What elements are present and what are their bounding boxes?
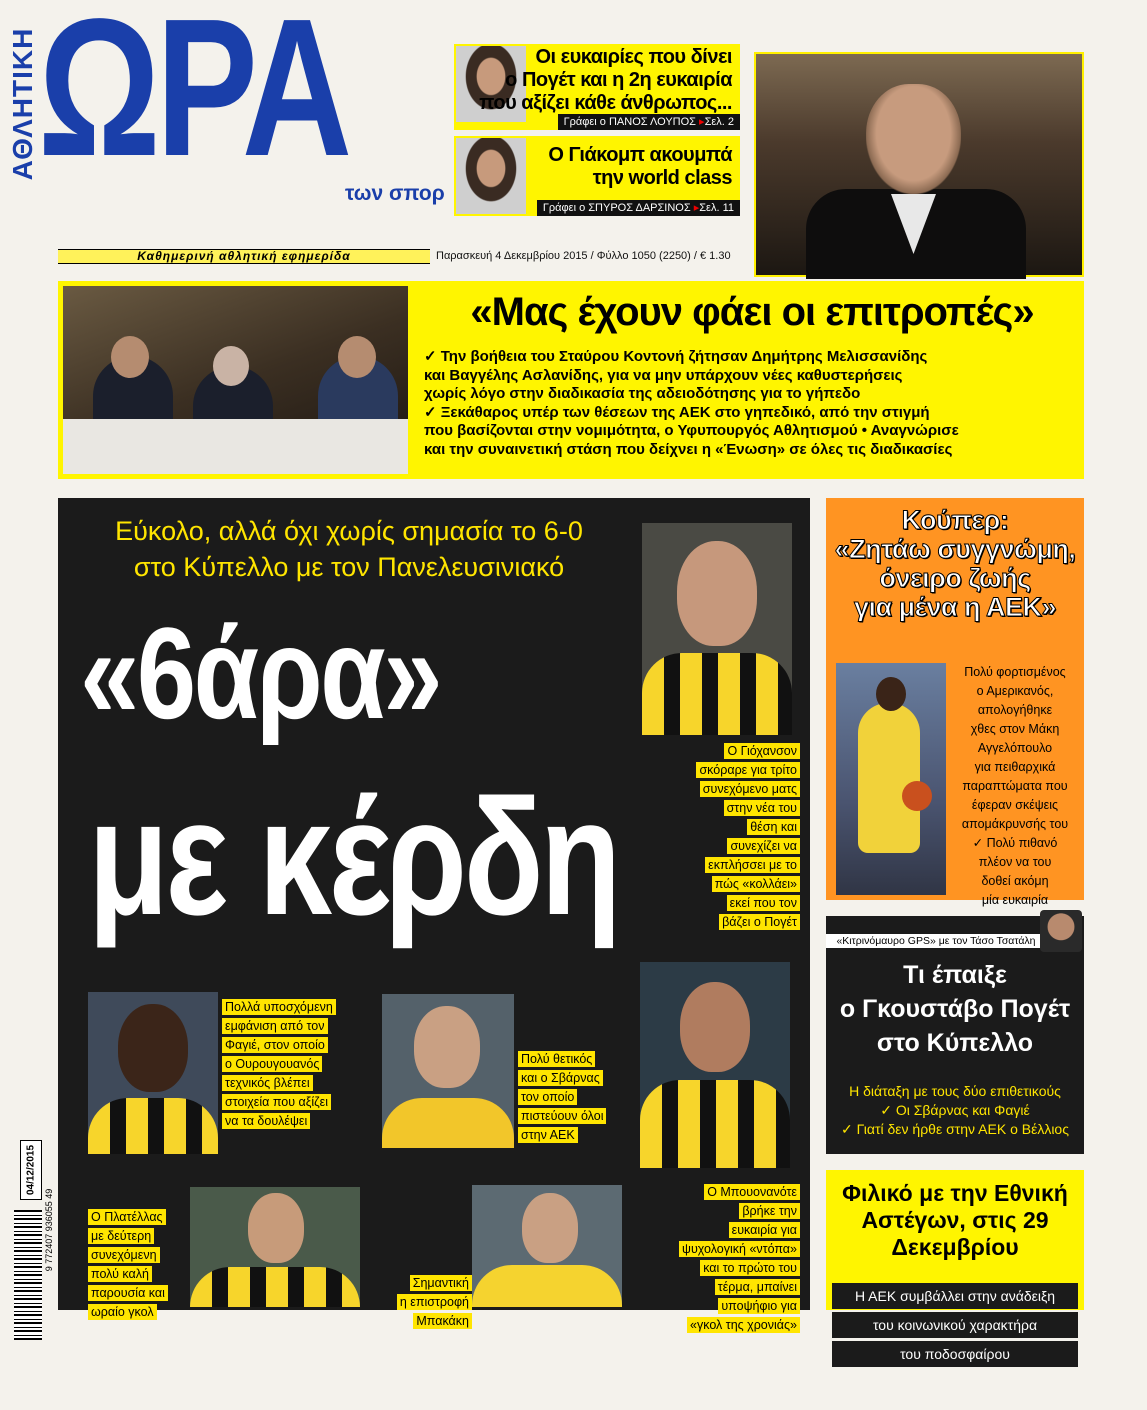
main-kicker: Εύκολο, αλλά όχι χωρίς σημασία το 6-0 στο Κύπελλο με τον Πανελευσινιακό <box>115 516 583 582</box>
page-arrow-icon: ▸ <box>693 202 700 214</box>
promo-byline: Γράφει ο ΠΑΝΟΣ ΛΟΥΠΟΣ ▸Σελ. 2 <box>558 114 740 130</box>
issue-dateline: Παρασκευή 4 Δεκεμβρίου 2015 / Φύλλο 1050 (2250) / € 1.30 <box>436 250 731 262</box>
promo-byline: Γράφει ο ΣΠΥΡΟΣ ΔΑΡΣΙΝΟΣ ▸Σελ. 11 <box>537 200 740 216</box>
promo-headline: Οι ευκαιρίες που δίνει ο Πογέτ και η 2η ευκαιρία που αξίζει κάθε άνθρωπος... <box>479 46 732 114</box>
photo-platellas <box>190 1187 360 1307</box>
photo-johansson <box>642 523 792 735</box>
masthead-logo[interactable]: ΩΡΑ <box>38 0 348 197</box>
minister-photo <box>754 52 1084 277</box>
caption-platellas: Ο Πλατέλλας με δεύτερη συνεχόμενη πολύ καλή παρουσία και ωραίο γκολ <box>88 1208 188 1322</box>
committees-headline: «Μας έχουν φάει οι επιτροπές» <box>470 290 1034 334</box>
photo-bakakis <box>472 1185 622 1307</box>
promo-headline: Ο Γιάκομπ ακουμπά την world class <box>548 144 732 189</box>
masthead-tagline: Καθημερινή αθλητική εφημερίδα <box>58 249 430 264</box>
promo-column-loupos[interactable] <box>454 44 740 130</box>
caption-buonanotte: Ο Μπουονανότε βρήκε την ευκαιρία για ψυχολογική «ντόπα» και το πρώτο του τέρμα, μπαίνει υποψήφιο για «γκολ της χρονιάς» <box>660 1183 800 1335</box>
main-headline: με κέρδη <box>88 765 618 949</box>
masthead-logo-sub: των σπορ <box>345 182 445 205</box>
date-stamp: 04/12/2015 <box>20 1140 42 1200</box>
author-photo-tsatalis <box>1040 910 1082 952</box>
photo-svarnas <box>382 994 514 1148</box>
caption-fagie: Πολλά υποσχόμενη εμφάνιση από τον Φαγιέ, στον οποίο ο Ουρουγουανός τεχνικός βλέπει στοιχεία που αξίζει να τα δουλέψει <box>222 998 362 1131</box>
caption-johansson: Ο Γιόχανσον σκόραρε για τρίτο συνεχόμενο ματς στην νέα του θέση και συνεχίζει να εκπλήσσει με το πώς «κολλάει» εκεί που τον βάζει ο Πογέτ <box>680 742 800 932</box>
kouper-headline: Κούπερ: «Ζητάω συγγνώμη, όνειρο ζωής για μένα η ΑΕΚ» <box>834 505 1076 622</box>
barcode-digits: 9 772407 936055 49 <box>44 1188 54 1272</box>
kouper-body: Πολύ φορτισμένος ο Αμερικανός, απολογήθηκε χθες στον Μάκη Αγγελόπουλο για πειθαρχικά παραπτώματα που έφεραν σκέψεις απομάκρυνσής του ✓ Πολύ πιθανό πλέον να του δοθεί ακόμη μία ευκαιρία <box>961 665 1069 907</box>
photo-vargas <box>640 962 790 1168</box>
caption-svarnas: Πολύ θετικός και ο Σβάρνας τον οποίο πιστεύουν όλοι στην ΑΕΚ <box>518 1050 628 1145</box>
promo-column-darsinos[interactable] <box>454 136 740 216</box>
gps-headline: Τι έπαιξε ο Γκουστάβο Πογέτ στο Κύπελλο <box>839 961 1071 1057</box>
author-photo-darsinos <box>456 138 526 214</box>
photo-fagie <box>88 992 218 1154</box>
friendly-body: Η ΑΕΚ συμβάλλει στην ανάδειξη του κοινωνικού χαρακτήρα του ποδοσφαίρου <box>832 1283 1078 1370</box>
friendly-headline: Φιλικό με την Εθνική Αστέγων, στις 29 Δεκεμβρίου <box>842 1180 1068 1260</box>
main-headline-quote: «6άρα» <box>80 600 441 746</box>
committees-body: ✓ Την βοήθεια του Σταύρου Κοντονή ζήτησαν Δημήτρης Μελισσανίδης και Βαγγέλης Ασλανίδης, για να μην υπάρχουν νέες καθυστερήσεις χωρίς λόγο στην διαδικασία της αδειοδότησης για το γήπεδο ✓ Ξεκάθαρος υπέρ των θέσεων της ΑΕΚ στο γηπεδικό, από την στιγμή που βασίζονται στην νομιμότητα, ο Υφυπουργός Αθλητισμού • Αναγνώρισε και την συναινετική στάση που δείχνει η «Ένωση» σε όλες τις διαδικασίες <box>424 348 959 458</box>
gps-body: Η διάταξη με τους δύο επιθετικούς ✓ Οι Σβάρνας και Φαγιέ ✓ Γιατί δεν ήρθε στην ΑΕΚ ο Βέλλιος <box>841 1083 1069 1137</box>
barcode <box>14 1210 42 1340</box>
caption-bakakis: Σημαντική η επιστροφή Μπακάκη <box>370 1274 472 1331</box>
masthead-side-label: ΑΘΛΗΤΙΚΗ <box>7 27 38 181</box>
meeting-photo <box>63 286 408 474</box>
gps-kicker: «Κιτρινόμαυρο GPS» με τον Τάσο Τσατάλη <box>826 934 1046 948</box>
photo-kouper <box>836 663 946 895</box>
page-arrow-icon: ▸ <box>699 116 705 128</box>
